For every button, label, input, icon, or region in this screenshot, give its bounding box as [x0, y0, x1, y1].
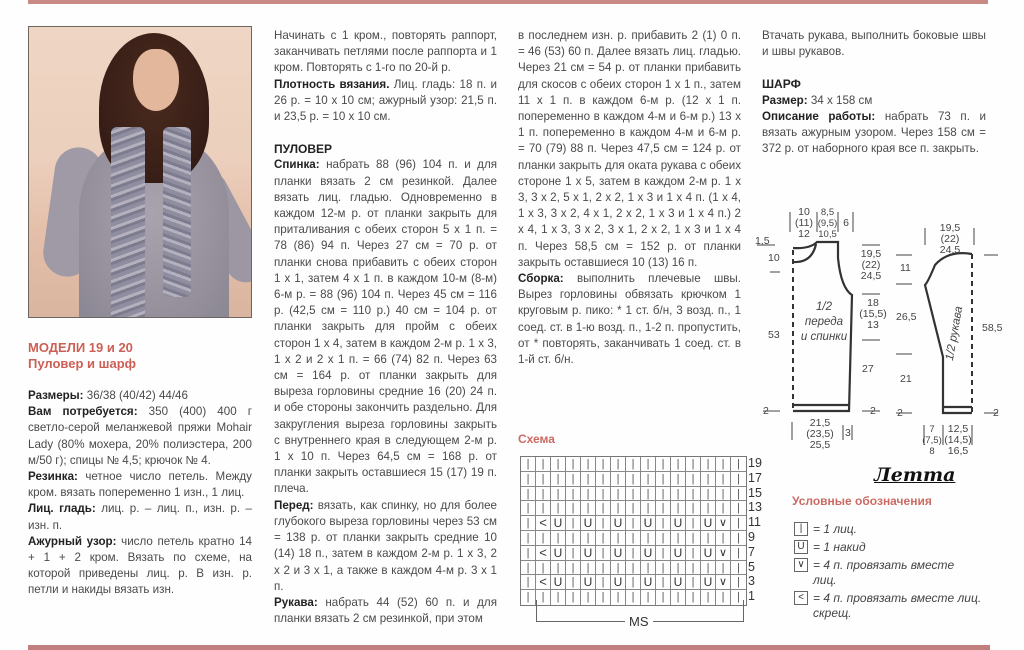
- legend-item-k4tog: ∨ = 4 п. провязать вместе лиц.: [794, 558, 994, 588]
- scarf-work-label: Описание работы:: [762, 109, 876, 123]
- legend-item-yarn-over: U = 1 накид: [794, 540, 994, 555]
- dim-sleeve-hem-left: 2: [897, 407, 903, 419]
- repeat-label: MS: [625, 614, 653, 629]
- chart-row-label: 1: [748, 589, 755, 604]
- front-label: Перед:: [274, 498, 314, 512]
- dim-sleeve-mid: 26,5: [896, 311, 917, 323]
- chart-row-label: 15: [748, 485, 762, 500]
- dim-total-length: 53: [768, 329, 780, 341]
- assembly-label: Сборка:: [518, 272, 564, 286]
- scarf-work-value: набрать 73 п. и вязать ажурным узором. Через 158 см = 372 р. от наборного края все п. закрыть.: [762, 109, 986, 156]
- bottom-rule: [28, 645, 990, 650]
- chart-row-label: 5: [748, 559, 755, 574]
- stockinette-value: лиц. р. – лиц. п., изн. р. – изн. п.: [28, 502, 252, 532]
- chart-row-label: 11: [748, 515, 761, 530]
- dim-sleeve-cuff-left: 7 (7,5) 8: [922, 424, 942, 457]
- gauge-value: Лиц. гладь: 18 п. и 26 р. = 10 х 10 см; ажурный узор: 21,5 п. и 23,5 р. = 10 х 10 см.: [274, 77, 497, 124]
- chart-row-label: 17: [748, 470, 762, 485]
- materials-label: Вам потребуется:: [28, 405, 138, 419]
- dim-neck-depth: 10: [768, 252, 780, 264]
- chart-row-label: 19: [748, 456, 762, 470]
- dim-hem-right: 2: [870, 405, 876, 417]
- signature: Летта: [874, 464, 956, 486]
- dim-bottom-width: 21,5 (23,5) 25,5: [806, 417, 834, 451]
- sleeves-value: набрать 44 (52) 60 п. и для планки вязать 2 см резинкой, при этом: [274, 595, 497, 626]
- gauge-label: Плотность вязания.: [274, 77, 390, 91]
- legend-title: Условные обозначения: [792, 494, 932, 508]
- back-label: Спинка:: [274, 158, 320, 172]
- stockinette-label: Лиц. гладь:: [28, 502, 96, 516]
- chart-row-label: 7: [748, 544, 755, 559]
- chart-row-label: 9: [748, 529, 755, 544]
- sizes-label: Размеры:: [28, 389, 84, 402]
- scarf-size-label: Размер:: [762, 93, 808, 107]
- dim-neck-width: 10 (11) 12: [795, 206, 813, 240]
- dim-shoulder-drop: 1,5: [755, 235, 770, 247]
- yarn-over-symbol-icon: U: [794, 540, 808, 554]
- rib-value: четное число петель. Между кром. вязать попеременно 1 изн., 1 лиц.: [28, 470, 252, 500]
- dim-shoulder-slope: 6: [843, 217, 849, 229]
- sleeves-cont-para: в последнем изн. р. прибавить 2 (1) 0 п. = 46 (53) 60 п. Далее вязать лиц. гладью. Через 21 см = 54 р. от планки прибавить для скосов с обеих сторон 1 х 1 п., затем 11 х 1 п. в каждом 6-м р. (12 х 1 п. попеременно в каждом 4-м и 6-м р.) 13 х 1 п. попеременно в каждом 4-м и 6-м р. = 70 (79) 88 п. Через 47,5 см = 124 р. от планки закрыть для оката рукава с обеих стороне 1 х 5, затем в каждом 2-м р. 1 х 3, 3 х 2, 5 х 1, 2 х 2, 1 х 3 и 1 х 4 п. (1 х 4, 1 х 3, 3 х 2, 4 х 1, 2 х 2, 1 х 3 и 1 х 4 п.) 2 х 4, 1 х 3, 3 х 2, 3 х 1, 2 х 2, 1 х 3 и 1 х 4 п. Через 58,5 см = 152 р. от планки закрыть оставшиеся 10 (13) 16 п.: [518, 29, 741, 269]
- legend-item-knit: | = 1 лиц.: [794, 522, 994, 537]
- knit-symbol-icon: |: [794, 522, 808, 536]
- lace-label: Ажурный узор:: [28, 534, 117, 548]
- sleeve-schematic-label: 1/2 рукава: [943, 305, 966, 362]
- chart-row-label: 3: [748, 574, 755, 589]
- legend-item-k4tog-tbl: < = 4 п. провязать вместе лиц. скрещ.: [794, 591, 994, 621]
- dim-sleeve-low: 21: [900, 373, 912, 385]
- rib-label: Резинка:: [28, 470, 78, 484]
- body-schematic-label: 1/2 переда и спинки: [800, 301, 848, 343]
- dim-sleeve-cuff-right: 12,5 (14,5) 16,5: [944, 423, 972, 457]
- sleeves-label: Рукава:: [274, 595, 318, 609]
- dim-hem-left: 2: [763, 405, 769, 417]
- dim-sleeve-hem-right: 2: [993, 407, 999, 419]
- k4tog-tbl-symbol-icon: <: [794, 591, 808, 605]
- dim-armhole: 19,5 (22) 24,5: [860, 248, 882, 282]
- dim-sleeve-length: 58,5: [982, 322, 1003, 334]
- sizes-value: 36/38 (40/42) 44/46: [86, 389, 188, 402]
- back-value: набрать 88 (96) 104 п. и для планки вязать 2 см резинкой. Далее вязать лиц. гладью. Одновременно в каждом 12-м р. от планки закрыть для приталивания с обеих сторон 5 х 1 п. = 78 (86) 94 п. Через 27 см = 70 р. от планки снова прибавить с обеих сторон 1 х 1, затем 4 х 1 п. в каждом 10-м (8-м) 6-м р. = 88 (96) 104 п. Через 45 см = 116 р. (42,5 см = 110 р.) 40 см = 104 р. от планки закрыть для пройм с обеих сторон 1 х 4, затем в каждом 2-м р. 1 х 3, 1 х 2 и 2 х 1 п. = 66 (74) 82 п. Через 63 см = 164 р. от планки закрыть для выреза горловины средние 16 (20) 24 п. и обе стороны закончить раздельно. Для закругления выреза горловины закрыть с внутреннего края в следующем 2-м р. 1 х 10 п. Через 64,5 см = 168 р. от планки закрыть оставшиеся 15 (17) 19 п. плеча.: [274, 158, 497, 496]
- scarf-title: ШАРФ: [762, 77, 801, 92]
- dim-waist-lower: 27: [862, 363, 874, 375]
- dim-side-extra: 3: [845, 427, 851, 439]
- chart-title: Схема: [518, 432, 555, 446]
- models-subtitle: Пуловер и шарф: [28, 356, 137, 371]
- lace-value: число петель кратно 14 + 1 + 2 кром. Вязать по схеме, на которой приведены лиц. р. В изн. р. петли и накиды вязать изн.: [28, 534, 252, 597]
- materials-value: 350 (400) 400 г светло-серой меланжевой пряжи Mohair Lady (80% мохера, 20% полиэстера, 200 м/50 г); спицы № 4,5; крючок № 4.: [28, 405, 252, 467]
- chart-row-label: 13: [748, 500, 762, 515]
- k4tog-symbol-icon: ∨: [794, 558, 808, 572]
- pullover-title: ПУЛОВЕР: [274, 142, 333, 157]
- legend: [794, 522, 994, 624]
- models-heading: МОДЕЛИ 19 и 20: [28, 340, 133, 355]
- assembly-value: выполнить плечевые швы. Вырез горловины обвязать крючком 1 круговым р. пико: * 1 ст. б/н, 3 возд. п., 1 соед. ст. в 1-ю возд. п., 1-2 п. пропустить, от * повторять, заканчивать 1 соед. ст. в 1-й ст. б/н.: [518, 272, 741, 367]
- finish-para: Втачать рукава, выполнить боковые швы и швы рукавов.: [762, 29, 986, 59]
- dim-waist-upper: 18 (15,5) 13: [859, 297, 887, 331]
- dim-shoulder-width: 8,5 (9,5) 10,5: [817, 207, 838, 240]
- dim-sleeve-cap: 11: [900, 262, 911, 274]
- front-value: вязать, как спинку, но для более глубокого выреза горловины через 53 см = 138 р. от планки закрыть средние 10 (14) 18 п., затем в каждом 2-м р. 1 х 3, 2 х 2 и 3 х 1, а также в каждом 4-м р. 3 х 1 п.: [274, 498, 497, 593]
- intro-para: Начинать с 1 кром., повторять раппорт, заканчивать петлями после раппорта и 1 кром. Повторять с 1-го по 20-й р.: [274, 29, 497, 75]
- dim-sleeve-top: 19,5 (22) 24,5: [939, 222, 961, 256]
- scarf-size-value: 34 х 158 см: [810, 93, 873, 107]
